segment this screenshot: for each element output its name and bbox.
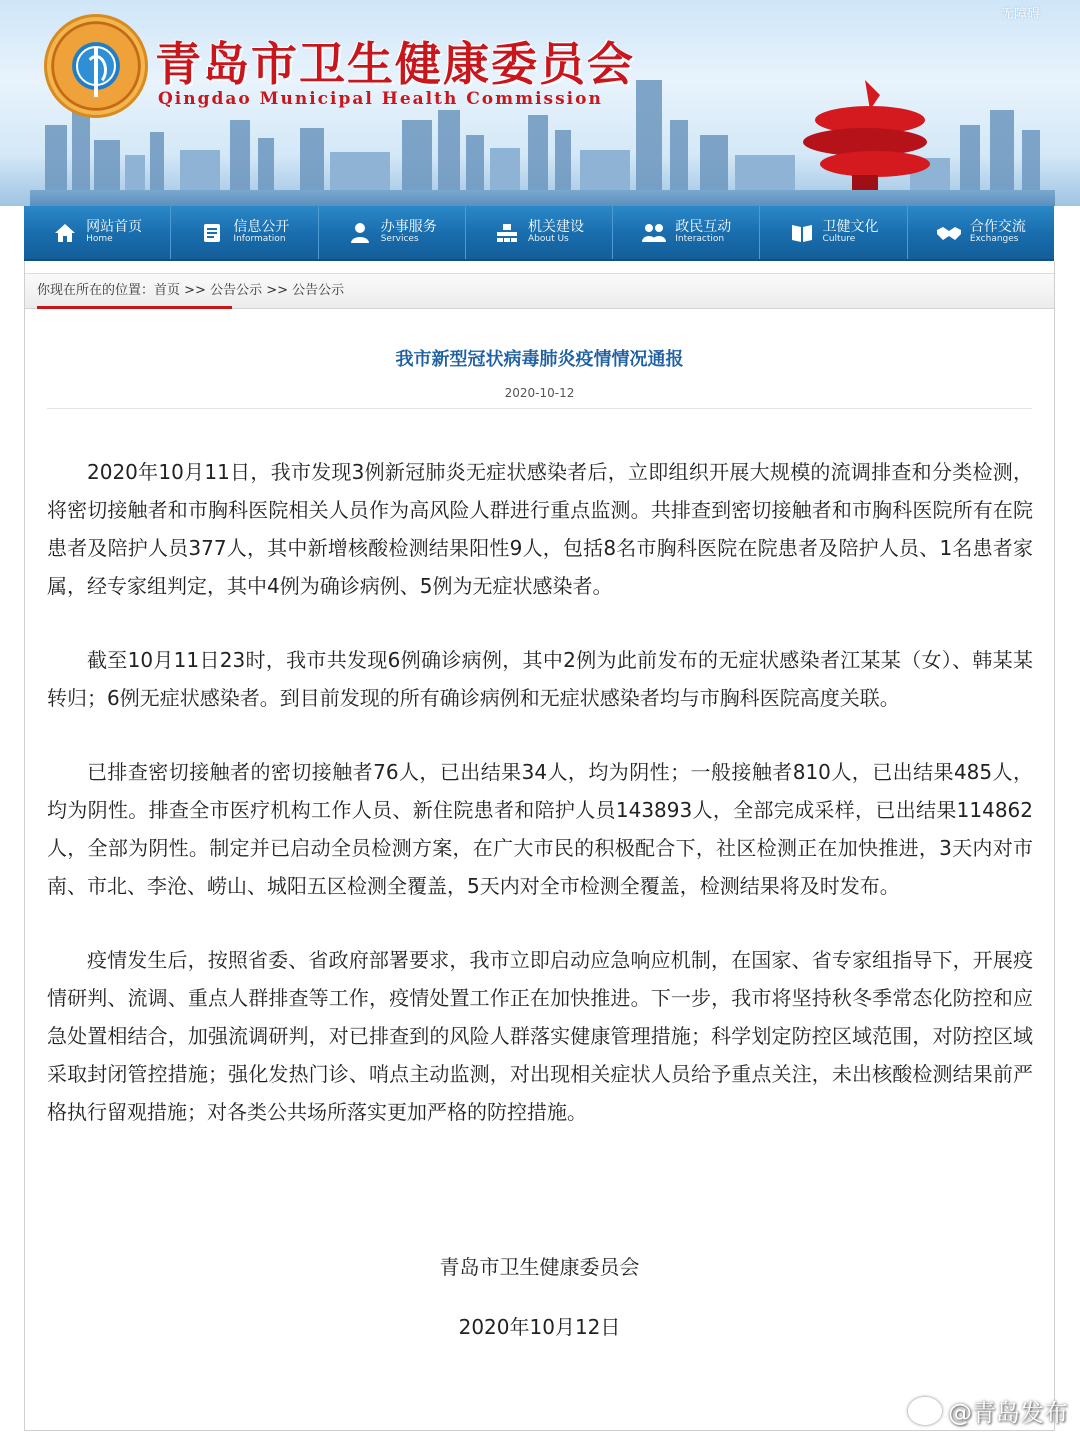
people-icon [641, 221, 667, 245]
nav-item-culture[interactable] [760, 206, 907, 259]
article-paragraph: 已排查密切接触者的密切接触者76人，已出结果34人，均为阴性；一般接触者810人，已出结果485人，均为阴性。排查全市医疗机构工作人员、新住院患者和陪护人员143893人，全部完成采样，已出结果114862人，全部为阴性。制定并已启动全员检测方案，在广大市民的积极配合下，社区检测正在加快推进，3天内对市南、市北、李沧、崂山、城阳五区检测全覆盖，5天内对全市检测全覆盖，检测结果将及时发布。 [47, 760, 1033, 898]
site-banner [0, 0, 1080, 206]
breadcrumb-prefix: 你现在所在的位置： [37, 283, 155, 298]
breadcrumb-separator: >> [262, 283, 293, 298]
breadcrumb-separator: >> [180, 283, 211, 298]
article-date: 2020-10-12 [504, 386, 575, 400]
commission-logo[interactable] [44, 14, 148, 118]
site-subtitle: Qingdao Municipal Health Commission [158, 89, 603, 109]
nav-label-en: Culture [822, 234, 856, 245]
nav-label: 办事服务 [380, 218, 437, 235]
book-icon [789, 221, 815, 245]
nav-label-en: Information [233, 234, 286, 245]
nav-label-en: Interaction [675, 234, 725, 245]
article-body [47, 453, 1033, 1167]
nav-item-home[interactable] [24, 206, 171, 259]
breadcrumb-accent-bar [37, 306, 232, 309]
weibo-icon [908, 1397, 942, 1425]
signature-organization: 青岛市卫生健康委员会 [439, 1255, 640, 1279]
nav-label: 机关建设 [527, 218, 584, 235]
article-paragraph: 2020年10月11日，我市发现3例新冠肺炎无症状感染者后，立即组织开展大规模的流调排查和分类检测，将密切接触者和市胸科医院相关人员作为高风险人群进行重点监测。共排查到密切接触者和市胸科医院所有在院患者及陪护人员377人，其中新增核酸检测结果阳性9人，包括8名市胸科医院在院患者及陪护人员、1名患者家属，经专家组判定，其中4例为确诊病例、5例为无症状感染者。 [47, 460, 1033, 598]
nav-label: 信息公开 [233, 218, 290, 235]
nav-item-services[interactable] [319, 206, 466, 259]
article-paragraph: 截至10月11日23时，我市共发现6例确诊病例，其中2例为此前发布的无症状感染者江某某（女）、韩某某转归；6例无症状感染者。到目前发现的所有确诊病例和无症状感染者均与市胸科医院高度关联。 [47, 648, 1033, 710]
nav-label-en: Exchanges [969, 234, 1019, 245]
home-icon [52, 221, 78, 245]
handshake-icon [936, 221, 962, 245]
signature-date: 2020年10月12日 [458, 1315, 621, 1339]
person-icon [347, 221, 373, 245]
document-icon [199, 221, 225, 245]
nav-label: 政民互动 [675, 218, 732, 235]
watermark-text: @青岛发布 [948, 1399, 1068, 1427]
breadcrumb [25, 273, 1054, 309]
nav-label-en: About Us [527, 234, 569, 245]
nav-label: 网站首页 [86, 218, 143, 235]
nav-item-exchanges[interactable] [908, 206, 1054, 259]
nav-label: 合作交流 [969, 218, 1026, 235]
weibo-watermark [908, 1393, 1068, 1428]
article-title: 我市新型冠状病毒肺炎疫情情况通报 [395, 349, 684, 370]
nav-item-interaction[interactable] [613, 206, 760, 259]
accessibility-link[interactable]: 无障碍 [1000, 7, 1040, 22]
title-divider [47, 408, 1032, 409]
nav-item-information[interactable] [171, 206, 318, 259]
main-nav [24, 206, 1054, 261]
nav-label-en: Services [380, 234, 419, 245]
nav-item-about-us[interactable] [466, 206, 613, 259]
breadcrumb-home-link[interactable]: 首页 [154, 283, 181, 298]
nav-label: 卫健文化 [822, 218, 879, 235]
article-paragraph: 疫情发生后，按照省委、省政府部署要求，我市立即启动应急响应机制，在国家、省专家组指导下，开展疫情研判、流调、重点人群排查等工作，疫情处置工作正在加快推进。下一步，我市将坚持秋冬季常态化防控和应急处置相结合，加强流调研判，对已排查到的风险人群落实健康管理措施；科学划定防控区域范围，对防控区域采取封闭管控措施；强化发热门诊、哨点主动监测，对出现相关症状人员给予重点关注，未出核酸检测结果前严格执行留观措施；对各类公共场所落实更加严格的防控措施。 [47, 948, 1033, 1124]
breadcrumb-current-link[interactable]: 公告公示 [292, 283, 345, 298]
content-panel [24, 261, 1055, 1431]
harbor-water [30, 190, 1055, 206]
nav-label-en: Home [86, 234, 113, 245]
breadcrumb-announcements-link[interactable]: 公告公示 [210, 283, 263, 298]
building-icon [494, 221, 520, 245]
site-title: 青岛市卫生健康委员会 [155, 37, 635, 91]
